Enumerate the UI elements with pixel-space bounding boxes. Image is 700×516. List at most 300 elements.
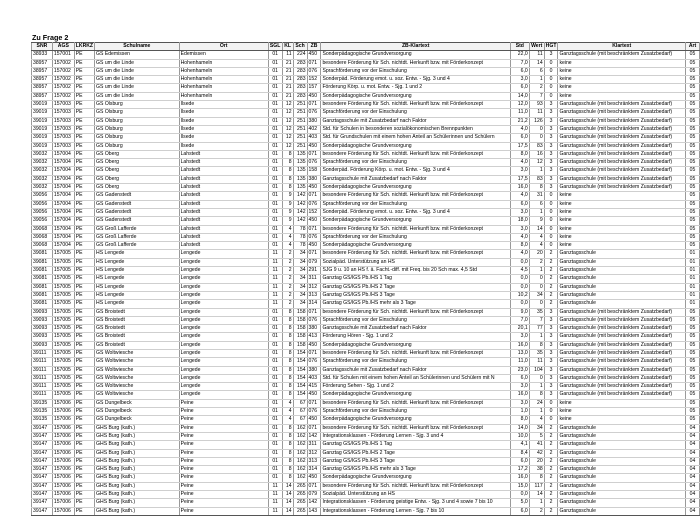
cell-ags: 157005 [52,383,74,391]
cell-zb-klartext: Sprachförderung vor der Einschulung [321,109,510,117]
cell-schulname: GS Gadenstedt [95,200,180,208]
cell-klartext: Ganztagsschule (mit beschränktem Zusatzbedarf) [558,333,686,341]
cell-hgt: 0 [544,416,558,424]
cell-wert: 12 [529,159,544,167]
cell-sgl: 01 [268,217,282,225]
cell-ort: Hohenhameln [179,76,268,84]
column-header-wert: Wert [531,43,543,49]
cell-wert: 7 [529,316,544,324]
cell-hgt: 0 [544,92,558,100]
cell-sch: 251 [293,117,307,125]
cell-zb-klartext: Sprachförderung vor der Einschulung [321,316,510,324]
cell-kl: 14 [282,491,293,499]
cell-art: 05 [686,109,700,117]
cell-lkrkz: PE [74,457,94,465]
cell-lkrkz: PE [74,482,94,490]
table-body [32,51,700,516]
cell-schulname: HS Lengede [95,291,180,299]
cell-sgl: 01 [268,150,282,158]
cell-klartext: Ganztagsschule [558,499,686,507]
cell-sch: 251 [293,109,307,117]
table-row [32,424,700,432]
cell-klartext: keine [558,92,686,100]
cell-kl: 12 [282,109,293,117]
cell-art: 05 [686,101,700,109]
cell-lkrkz: PE [74,150,94,158]
cell-zb-klartext: besondere Förderung für Sch. nichtdt. Herkunft bzw. mit Förderkonzept [321,349,510,357]
cell-kl: 8 [282,150,293,158]
cell-zb: 450 [307,92,321,100]
cell-sgl: 11 [268,291,282,299]
cell-schulname: GS Woltwiesche [95,358,180,366]
cell-kl: 8 [282,457,293,465]
cell-art: 01 [686,258,700,266]
cell-art: 04 [686,499,700,507]
cell-snr: 39032 [32,159,53,167]
cell-kl: 8 [282,159,293,167]
cell-sch: 34 [293,258,307,266]
cell-ort: Lengede [179,291,268,299]
table-row [32,341,700,349]
cell-sch: 283 [293,84,307,92]
cell-sgl: 01 [268,134,282,142]
cell-klartext: Ganztagsschule (mit beschränktem Zusatzbedarf) [558,184,686,192]
cell-zb: 071 [307,192,321,200]
cell-ort: Lengede [179,333,268,341]
cell-wert: 0 [529,283,544,291]
cell-zb: 071 [307,59,321,67]
cell-zb: 076 [307,408,321,416]
cell-klartext: Ganztagsschule (mit beschränktem Zusatzbedarf) [558,349,686,357]
column-header-ags: AGS [52,43,74,51]
cell-wert: 4 [529,416,544,424]
cell-snr: 39081 [32,283,53,291]
cell-schulname: GS Ölsburg [95,134,180,142]
cell-schulname: HS Lengede [95,283,180,291]
cell-sgl: 01 [268,142,282,150]
cell-schulname: GS um die Linde [95,84,180,92]
cell-wert: 16 [529,150,544,158]
cell-zb-klartext: Sonderpädagogische Grundversorgung [321,51,510,59]
cell-hgt: 2 [544,441,558,449]
cell-art: 05 [686,76,700,84]
cell-lkrkz: PE [74,441,94,449]
cell-art: 05 [686,333,700,341]
cell-ort: Peine [179,457,268,465]
cell-ags: 157005 [52,341,74,349]
cell-schulname: GHS Burg (kath.) [95,507,180,515]
cell-ags: 157006 [52,466,74,474]
cell-art: 05 [686,200,700,208]
cell-kl: 8 [282,432,293,440]
cell-klartext: Ganztagsschule (mit beschränktem Zusatzbedarf) [558,125,686,133]
cell-hgt: 3 [544,142,558,150]
cell-sch: 67 [293,408,307,416]
cell-schulname: GHS Burg (kath.) [95,466,180,474]
cell-wert: 1 [529,167,544,175]
cell-sch: 158 [293,316,307,324]
cell-hgt: 0 [544,59,558,67]
cell-sch: 34 [293,275,307,283]
cell-klartext: Ganztagsschule [558,300,686,308]
table-row [32,258,700,266]
cell-sch: 135 [293,175,307,183]
cell-zb: 291 [307,267,321,275]
cell-art: 05 [686,167,700,175]
cell-hgt: 3 [544,316,558,324]
cell-ort: Peine [179,399,268,407]
cell-schulname: HS Lengede [95,300,180,308]
cell-klartext: Ganztagsschule (mit beschränktem Zusatzbedarf) [558,358,686,366]
cell-hgt: 0 [544,200,558,208]
cell-schulname: GS Ölsburg [95,109,180,117]
cell-kl: 8 [282,383,293,391]
cell-zb: 450 [307,217,321,225]
cell-zb: 450 [307,51,321,59]
cell-zb: 071 [307,399,321,407]
table-row [32,250,700,258]
cell-snr: 39056 [32,208,53,216]
cell-hgt: 3 [544,117,558,125]
cell-std: 6,0 [510,457,529,465]
cell-sgl: 11 [268,482,282,490]
cell-sch: 162 [293,424,307,432]
cell-kl: 21 [282,67,293,75]
cell-art: 04 [686,482,700,490]
cell-kl: 8 [282,366,293,374]
table-row [32,499,700,507]
cell-klartext: Ganztagsschule [558,491,686,499]
cell-kl: 2 [282,267,293,275]
cell-kl: 4 [282,416,293,424]
cell-ort: Lahstedt [179,167,268,175]
table-row [32,76,700,84]
cell-ort: Peine [179,466,268,474]
cell-klartext: Ganztagsschule (mit beschränktem Zusatzbedarf) [558,134,686,142]
cell-art: 01 [686,283,700,291]
cell-std: 1,0 [510,408,529,416]
table-row [32,225,700,233]
cell-snr: 39135 [32,416,53,424]
cell-sch: 265 [293,491,307,499]
cell-kl: 8 [282,441,293,449]
cell-schulname: GS um die Linde [95,76,180,84]
cell-sgl: 01 [268,59,282,67]
cell-zb: 413 [307,333,321,341]
cell-zb-klartext: Std. für Grundschulen mit einem hohen Anteil an Schülerinnen und Schülern [321,134,510,142]
cell-zb: 071 [307,308,321,316]
cell-art: 05 [686,242,700,250]
cell-lkrkz: PE [74,300,94,308]
cell-zb-klartext: Ganztagsschule mit Zusatzbedarf nach Faktor [321,366,510,374]
cell-kl: 21 [282,92,293,100]
cell-ort: Hohenhameln [179,59,268,67]
cell-ags: 157003 [52,134,74,142]
cell-zb-klartext: besondere Förderung für Sch. nichtdt. Herkunft bzw. mit Förderkonzept [321,250,510,258]
cell-schulname: GS Gadenstedt [95,217,180,225]
cell-snr: 39081 [32,300,53,308]
cell-schulname: HS Lengede [95,258,180,266]
cell-snr: 38957 [32,92,53,100]
cell-sch: 154 [293,374,307,382]
cell-wert: 14 [529,225,544,233]
cell-hgt: 3 [544,101,558,109]
cell-kl: 12 [282,142,293,150]
cell-snr: 38933 [32,51,53,59]
cell-kl: 14 [282,507,293,515]
table-row [32,408,700,416]
cell-wert: 83 [529,142,544,150]
cell-klartext: Ganztagsschule [558,482,686,490]
cell-sch: 158 [293,333,307,341]
cell-art: 05 [686,150,700,158]
cell-ags: 157006 [52,449,74,457]
table-row [32,200,700,208]
cell-sch: 142 [293,192,307,200]
cell-wert: 0 [529,134,544,142]
cell-std: 16,0 [510,184,529,192]
cell-zb: 311 [307,441,321,449]
cell-sgl: 01 [268,76,282,84]
cell-sgl: 01 [268,325,282,333]
cell-sch: 265 [293,482,307,490]
cell-sch: 251 [293,125,307,133]
cell-ags: 157004 [52,200,74,208]
cell-sgl: 01 [268,225,282,233]
cell-zb: 076 [307,109,321,117]
cell-ags: 157005 [52,358,74,366]
cell-lkrkz: PE [74,333,94,341]
cell-snr: 39111 [32,383,53,391]
cell-ort: Ilsede [179,134,268,142]
cell-hgt: 0 [544,242,558,250]
cell-wert: 11 [529,358,544,366]
cell-sch: 283 [293,67,307,75]
cell-wert: 8 [529,341,544,349]
cell-std: 16,0 [510,341,529,349]
cell-zb: 076 [307,67,321,75]
cell-sgl: 01 [268,51,282,59]
cell-std: 4,0 [510,192,529,200]
data-table [31,42,700,516]
cell-sgl: 11 [268,491,282,499]
cell-snr: 39093 [32,308,53,316]
cell-hgt: 3 [544,109,558,117]
cell-wert: 104 [529,366,544,374]
cell-kl: 9 [282,208,293,216]
table-row [32,267,700,275]
cell-wert: 0 [529,374,544,382]
cell-wert: 0 [529,275,544,283]
cell-snr: 39032 [32,175,53,183]
cell-ort: Peine [179,449,268,457]
cell-ags: 157004 [52,192,74,200]
column-header-zb-klartext: ZB-Klartext [321,43,510,51]
cell-hgt: 2 [544,258,558,266]
cell-sgl: 01 [268,449,282,457]
cell-kl: 4 [282,408,293,416]
cell-zb: 450 [307,242,321,250]
cell-sch: 162 [293,474,307,482]
cell-hgt: 3 [544,349,558,357]
cell-ags: 157003 [52,117,74,125]
cell-ags: 157005 [52,333,74,341]
cell-schulname: GS Gadenstedt [95,208,180,216]
cell-schulname: GS Woltwiesche [95,366,180,374]
cell-klartext: Ganztagsschule [558,466,686,474]
cell-std: 5,0 [510,499,529,507]
cell-ags: 157006 [52,408,74,416]
cell-snr: 39019 [32,142,53,150]
cell-ags: 157004 [52,175,74,183]
cell-snr: 39111 [32,366,53,374]
cell-kl: 21 [282,84,293,92]
cell-wert: 11 [529,109,544,117]
column-header-zb: ZB [307,43,321,51]
table-row [32,474,700,482]
cell-zb: 076 [307,358,321,366]
cell-zb-klartext: Sonderpäd. Förderung emot. u. soz. Entw. - Sjg. 3 und 4 [321,208,510,216]
cell-sch: 142 [293,208,307,216]
cell-sch: 154 [293,391,307,399]
table-row [32,391,700,399]
cell-zb-klartext: Sprachförderung vor der Einschulung [321,408,510,416]
cell-ort: Peine [179,507,268,515]
cell-zb: 079 [307,258,321,266]
cell-sch: 158 [293,325,307,333]
cell-sch: 265 [293,499,307,507]
cell-zb: 157 [307,84,321,92]
cell-zb-klartext: Integrationsklassen - Förderung Lernen - Sjg. 7 bis 10 [321,507,510,515]
cell-schulname: GS Ölsburg [95,101,180,109]
cell-hgt: 2 [544,300,558,308]
cell-hgt: 2 [544,250,558,258]
cell-klartext: keine [558,200,686,208]
cell-klartext: Ganztagsschule (mit beschränktem Zusatzbedarf) [558,109,686,117]
cell-kl: 9 [282,217,293,225]
cell-lkrkz: PE [74,233,94,241]
cell-zb: 402 [307,125,321,133]
cell-sch: 154 [293,383,307,391]
cell-sch: 162 [293,441,307,449]
cell-art: 05 [686,125,700,133]
cell-zb-klartext: Ganztagsschule mit Zusatzbedarf nach Faktor [321,117,510,125]
cell-sgl: 01 [268,399,282,407]
cell-wert: 11 [529,51,544,59]
cell-klartext: Ganztagsschule (mit beschränktem Zusatzbedarf) [558,51,686,59]
cell-hgt: 3 [544,159,558,167]
cell-schulname: GHS Burg (kath.) [95,499,180,507]
cell-kl: 2 [282,291,293,299]
cell-sgl: 01 [268,391,282,399]
cell-ort: Lahstedt [179,208,268,216]
table-row [32,316,700,324]
cell-kl: 8 [282,341,293,349]
cell-sch: 265 [293,507,307,515]
cell-lkrkz: PE [74,366,94,374]
table-row [32,242,700,250]
cell-wert: 42 [529,449,544,457]
cell-klartext: Ganztagsschule (mit beschränktem Zusatzbedarf) [558,159,686,167]
cell-sgl: 01 [268,457,282,465]
cell-std: 6,0 [510,200,529,208]
cell-hgt: 2 [544,457,558,465]
table-row [32,134,700,142]
cell-kl: 8 [282,184,293,192]
cell-zb: 143 [307,507,321,515]
cell-wert: 0 [529,300,544,308]
cell-zb: 313 [307,457,321,465]
cell-std: 12,0 [510,101,529,109]
cell-snr: 39032 [32,167,53,175]
cell-zb: 450 [307,184,321,192]
cell-snr: 39147 [32,482,53,490]
cell-lkrkz: PE [74,374,94,382]
cell-schulname: GS Edemissen [95,51,180,59]
table-row [32,383,700,391]
table-row [32,109,700,117]
cell-zb-klartext: Ganztag GS/IGS Pb./HS 1 Tag [321,441,510,449]
cell-sgl: 01 [268,233,282,241]
cell-hgt: 2 [544,424,558,432]
cell-std: 6,0 [510,134,529,142]
cell-std: 17,5 [510,175,529,183]
cell-wert: 2 [529,258,544,266]
cell-sgl: 01 [268,200,282,208]
cell-klartext: Ganztagsschule [558,474,686,482]
cell-snr: 39135 [32,399,53,407]
cell-lkrkz: PE [74,217,94,225]
table-row [32,67,700,75]
cell-lkrkz: PE [74,51,94,59]
cell-sch: 251 [293,142,307,150]
cell-ags: 157004 [52,242,74,250]
cell-ags: 157003 [52,142,74,150]
cell-zb: 314 [307,466,321,474]
cell-sgl: 01 [268,316,282,324]
cell-std: 13,0 [510,349,529,357]
cell-schulname: GS Woltwiesche [95,383,180,391]
cell-zb-klartext: Förderung Hören - Sjg. 1 und 2 [321,333,510,341]
cell-std: 8,4 [510,449,529,457]
cell-snr: 39081 [32,291,53,299]
cell-sgl: 01 [268,358,282,366]
cell-ags: 157005 [52,349,74,357]
cell-art: 01 [686,250,700,258]
cell-kl: 8 [282,325,293,333]
cell-sgl: 01 [268,374,282,382]
cell-kl: 12 [282,101,293,109]
cell-ags: 157006 [52,457,74,465]
cell-schulname: GHS Burg (kath.) [95,491,180,499]
cell-snr: 39019 [32,117,53,125]
cell-zb: 313 [307,291,321,299]
cell-ags: 157001 [52,51,74,59]
cell-hgt: 2 [544,291,558,299]
table-row [32,159,700,167]
cell-lkrkz: PE [74,383,94,391]
cell-hgt: 2 [544,432,558,440]
cell-ort: Ilsede [179,117,268,125]
cell-sgl: 01 [268,208,282,216]
cell-ort: Lengede [179,325,268,333]
cell-zb-klartext: Sonderpädagogische Grundversorgung [321,242,510,250]
cell-snr: 39111 [32,358,53,366]
cell-wert: 7 [529,92,544,100]
cell-snr: 39147 [32,507,53,515]
cell-zb: 076 [307,316,321,324]
cell-art: 05 [686,341,700,349]
